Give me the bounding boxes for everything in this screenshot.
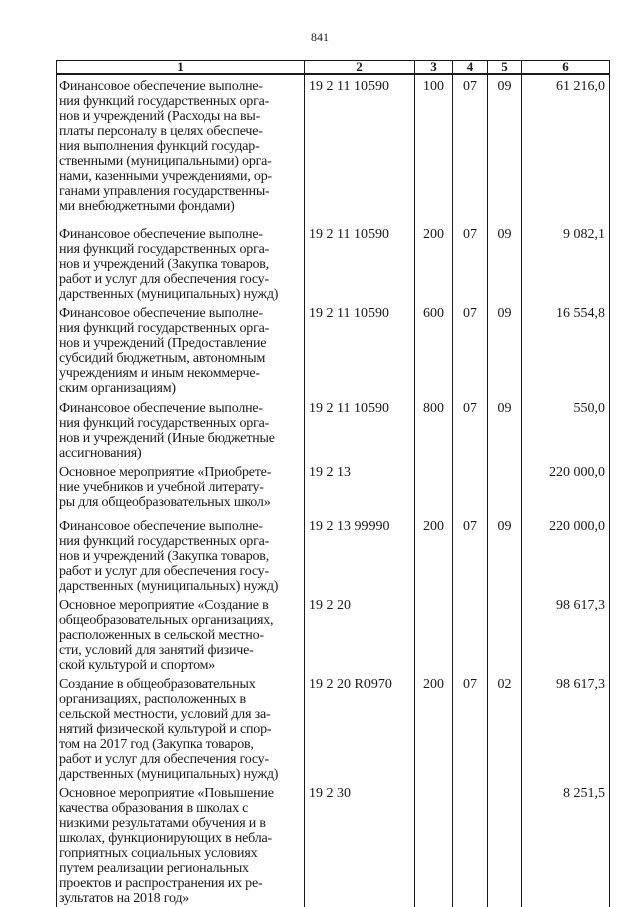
- row-section: 07: [453, 515, 488, 594]
- row-name: [57, 223, 305, 302]
- row-subsection: 09: [488, 302, 522, 397]
- row-name-line: Основное мероприятие «Приобрете-: [59, 465, 272, 480]
- table-header-row: [57, 61, 610, 75]
- row-code: 19 2 11 10590: [305, 302, 415, 397]
- table-row: [57, 673, 610, 782]
- row-name-line: гоприятных социальных условиях: [59, 846, 258, 861]
- row-section: [453, 594, 488, 673]
- row-subsection: [488, 461, 522, 515]
- row-name-line: нятий физической культурой и спор-: [59, 722, 272, 737]
- row-name-line: ми внебюджетными фондами): [59, 199, 235, 214]
- row-code: 19 2 11 10590: [305, 74, 415, 223]
- table-row: [57, 302, 610, 397]
- row-code: 19 2 13: [305, 461, 415, 515]
- row-name: [57, 397, 305, 461]
- row-name-line: Финансовое обеспечение выполне-: [59, 519, 263, 534]
- row-code: 19 2 11 10590: [305, 397, 415, 461]
- row-expense-type: [415, 594, 453, 673]
- row-code: 19 2 11 10590: [305, 223, 415, 302]
- row-name-line: расположенных в сельской местно-: [59, 628, 264, 643]
- row-name: [57, 515, 305, 594]
- row-name-line: ственными (муниципальными) орга-: [59, 154, 272, 169]
- row-subsection: 09: [488, 515, 522, 594]
- table-row: [57, 74, 610, 223]
- column-header-5: 5: [488, 61, 522, 75]
- row-name-line: зультатов на 2018 год»: [59, 891, 190, 906]
- row-amount: 550,0: [522, 397, 610, 461]
- column-header-4: 4: [453, 61, 488, 75]
- row-name-line: Финансовое обеспечение выполне-: [59, 79, 263, 94]
- row-expense-type: 100: [415, 74, 453, 223]
- row-amount: 220 000,0: [522, 515, 610, 594]
- row-name-line: низкими результатами обучения и в: [59, 816, 266, 831]
- row-name-line: общеобразовательных организациях,: [59, 613, 274, 628]
- row-name-line: нов и учреждений (Закупка товаров,: [59, 257, 270, 272]
- row-expense-type: 600: [415, 302, 453, 397]
- row-name-line: нов и учреждений (Расходы на вы-: [59, 109, 261, 124]
- row-name: [57, 302, 305, 397]
- row-name-line: дарственных (муниципальных) нужд): [59, 287, 279, 302]
- row-code: 19 2 13 99990: [305, 515, 415, 594]
- row-name-line: Финансовое обеспечение выполне-: [59, 227, 263, 242]
- row-subsection: 09: [488, 223, 522, 302]
- column-header-3: 3: [415, 61, 453, 75]
- row-name-line: качества образования в школах с: [59, 801, 249, 816]
- row-amount: 98 617,3: [522, 673, 610, 782]
- row-name-line: Финансовое обеспечение выполне-: [59, 306, 263, 321]
- row-name-line: ния функций государственных орга-: [59, 242, 270, 257]
- table-row: [57, 782, 610, 907]
- row-name-line: ния функций государственных орга-: [59, 321, 270, 336]
- table-row: [57, 397, 610, 461]
- table-row: [57, 461, 610, 515]
- row-name-line: ния выполнения функций государ-: [59, 139, 260, 154]
- row-section: [453, 782, 488, 907]
- row-amount: 98 617,3: [522, 594, 610, 673]
- row-section: 07: [453, 673, 488, 782]
- row-name-line: нов и учреждений (Иные бюджетные: [59, 431, 275, 446]
- budget-table: [56, 60, 610, 907]
- row-name-line: работ и услуг для обеспечения госу-: [59, 564, 269, 579]
- row-name-line: дарственных (муниципальных) нужд): [59, 767, 279, 782]
- row-name-line: школах, функционирующих в небла-: [59, 831, 272, 846]
- row-subsection: 09: [488, 397, 522, 461]
- row-expense-type: 200: [415, 673, 453, 782]
- row-name-line: ние учебников и учебной литерату-: [59, 480, 264, 495]
- table-row: [57, 594, 610, 673]
- row-name-line: Финансовое обеспечение выполне-: [59, 401, 263, 416]
- row-name-line: дарственных (муниципальных) нужд): [59, 579, 279, 594]
- row-subsection: [488, 782, 522, 907]
- row-code: 19 2 20: [305, 594, 415, 673]
- row-expense-type: [415, 461, 453, 515]
- row-name-line: ской культурой и спортом»: [59, 658, 216, 673]
- row-code: 19 2 20 R0970: [305, 673, 415, 782]
- table-row: [57, 223, 610, 302]
- column-header-6: 6: [522, 61, 610, 75]
- row-name-line: Основное мероприятие «Создание в: [59, 598, 269, 613]
- page-number: 841: [311, 30, 329, 44]
- row-name-line: организациях, расположенных в: [59, 692, 246, 707]
- row-name: [57, 782, 305, 907]
- row-name: [57, 594, 305, 673]
- row-section: 07: [453, 223, 488, 302]
- table-body: [57, 74, 610, 907]
- table-row: [57, 515, 610, 594]
- row-name-line: платы персоналу в целях обеспече-: [59, 124, 263, 139]
- row-name-line: проектов и распространения их ре-: [59, 876, 263, 891]
- row-amount: 61 216,0: [522, 74, 610, 223]
- row-subsection: [488, 594, 522, 673]
- row-amount: 9 082,1: [522, 223, 610, 302]
- row-expense-type: 800: [415, 397, 453, 461]
- row-name-line: Основное мероприятие «Повышение: [59, 786, 274, 801]
- row-name-line: ры для общеобразовательных школ»: [59, 495, 271, 510]
- row-name-line: нами, казенными учреждениями, ор-: [59, 169, 272, 184]
- row-name-line: ассигнования): [59, 446, 142, 461]
- column-header-2: 2: [305, 61, 415, 75]
- row-name-line: работ и услуг для обеспечения госу-: [59, 272, 269, 287]
- row-subsection: 09: [488, 74, 522, 223]
- row-expense-type: 200: [415, 515, 453, 594]
- row-name-line: Создание в общеобразовательных: [59, 677, 256, 692]
- row-name-line: нов и учреждений (Закупка товаров,: [59, 549, 270, 564]
- row-code: 19 2 30: [305, 782, 415, 907]
- row-name-line: сти, условий для занятий физиче-: [59, 643, 254, 658]
- row-name: [57, 74, 305, 223]
- row-name-line: ния функций государственных орга-: [59, 534, 270, 549]
- row-amount: 16 554,8: [522, 302, 610, 397]
- row-subsection: 02: [488, 673, 522, 782]
- row-name-line: сельской местности, условий для за-: [59, 707, 271, 722]
- row-name: [57, 461, 305, 515]
- row-name-line: учреждениям и иным некоммерче-: [59, 366, 260, 381]
- row-expense-type: 200: [415, 223, 453, 302]
- row-section: [453, 461, 488, 515]
- row-section: 07: [453, 302, 488, 397]
- row-expense-type: [415, 782, 453, 907]
- row-name-line: нов и учреждений (Предоставление: [59, 336, 267, 351]
- row-name-line: ния функций государственных орга-: [59, 416, 270, 431]
- row-name-line: том на 2017 год (Закупка товаров,: [59, 737, 254, 752]
- row-name-line: работ и услуг для обеспечения госу-: [59, 752, 269, 767]
- row-name: [57, 673, 305, 782]
- row-name-line: ским организациям): [59, 381, 176, 396]
- row-name-line: ганами управления государственны-: [59, 184, 270, 199]
- row-amount: 8 251,5: [522, 782, 610, 907]
- column-header-1: 1: [57, 61, 305, 75]
- row-section: 07: [453, 74, 488, 223]
- row-name-line: субсидий бюджетным, автономным: [59, 351, 266, 366]
- row-section: 07: [453, 397, 488, 461]
- row-name-line: ния функций государственных орга-: [59, 94, 270, 109]
- row-name-line: путем реализации региональных: [59, 861, 249, 876]
- row-amount: 220 000,0: [522, 461, 610, 515]
